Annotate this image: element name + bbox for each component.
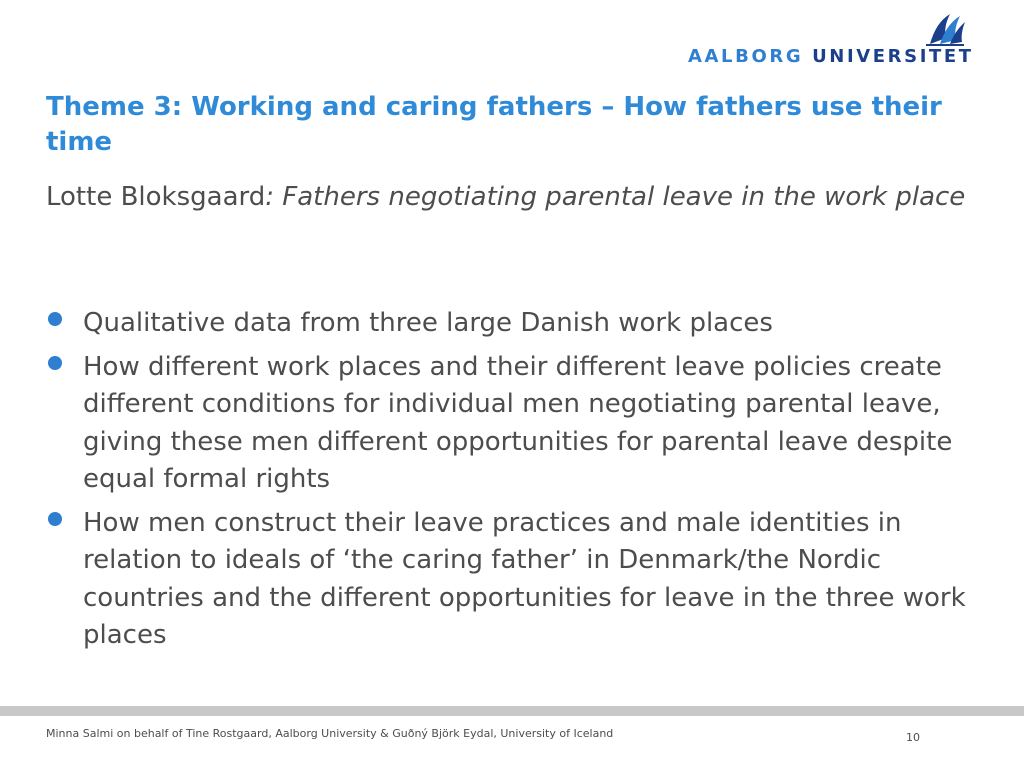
page-number: 10 (906, 731, 920, 744)
university-logo (686, 10, 1004, 68)
bullet-item (46, 305, 991, 343)
bullet-text: Qualitative data from three large Danish work places (83, 308, 773, 338)
bullet-dot-icon (48, 312, 62, 326)
footer-credit: Minna Salmi on behalf of Tine Rostgaard, Aalborg University & Guðný Björk Eydal, University of Iceland (46, 727, 614, 740)
logo-wordmark (688, 46, 1004, 68)
footer-divider (0, 706, 1024, 716)
logo-word-aalborg: AALBORG (688, 46, 804, 67)
bullet-list (46, 305, 991, 661)
logo-wave-icon (924, 10, 966, 46)
logo-word-universitet: UNIVERSITET (812, 46, 974, 67)
bullet-item (46, 505, 991, 655)
subtitle-author: Lotte Bloksgaard (46, 182, 266, 212)
slide-title: Theme 3: Working and caring fathers – How fathers use their time (46, 92, 942, 157)
subtitle-work-title: : Fathers negotiating parental leave in the work place (265, 182, 966, 212)
bullet-item (46, 349, 991, 499)
bullet-dot-icon (48, 356, 62, 370)
slide-subtitle (46, 178, 1023, 216)
bullet-dot-icon (48, 512, 62, 526)
bullet-text: How different work places and their different leave policies create different conditions for individual men negotiating parental leave, giving these men different opportunities for parental leave despite equal formal rights (83, 351, 953, 494)
bullet-text: How men construct their leave practices and male identities in relation to ideals of ‘the caring father’ in Denmark/the Nordic countries and the different opportunities for leave in the three work places (83, 507, 966, 650)
